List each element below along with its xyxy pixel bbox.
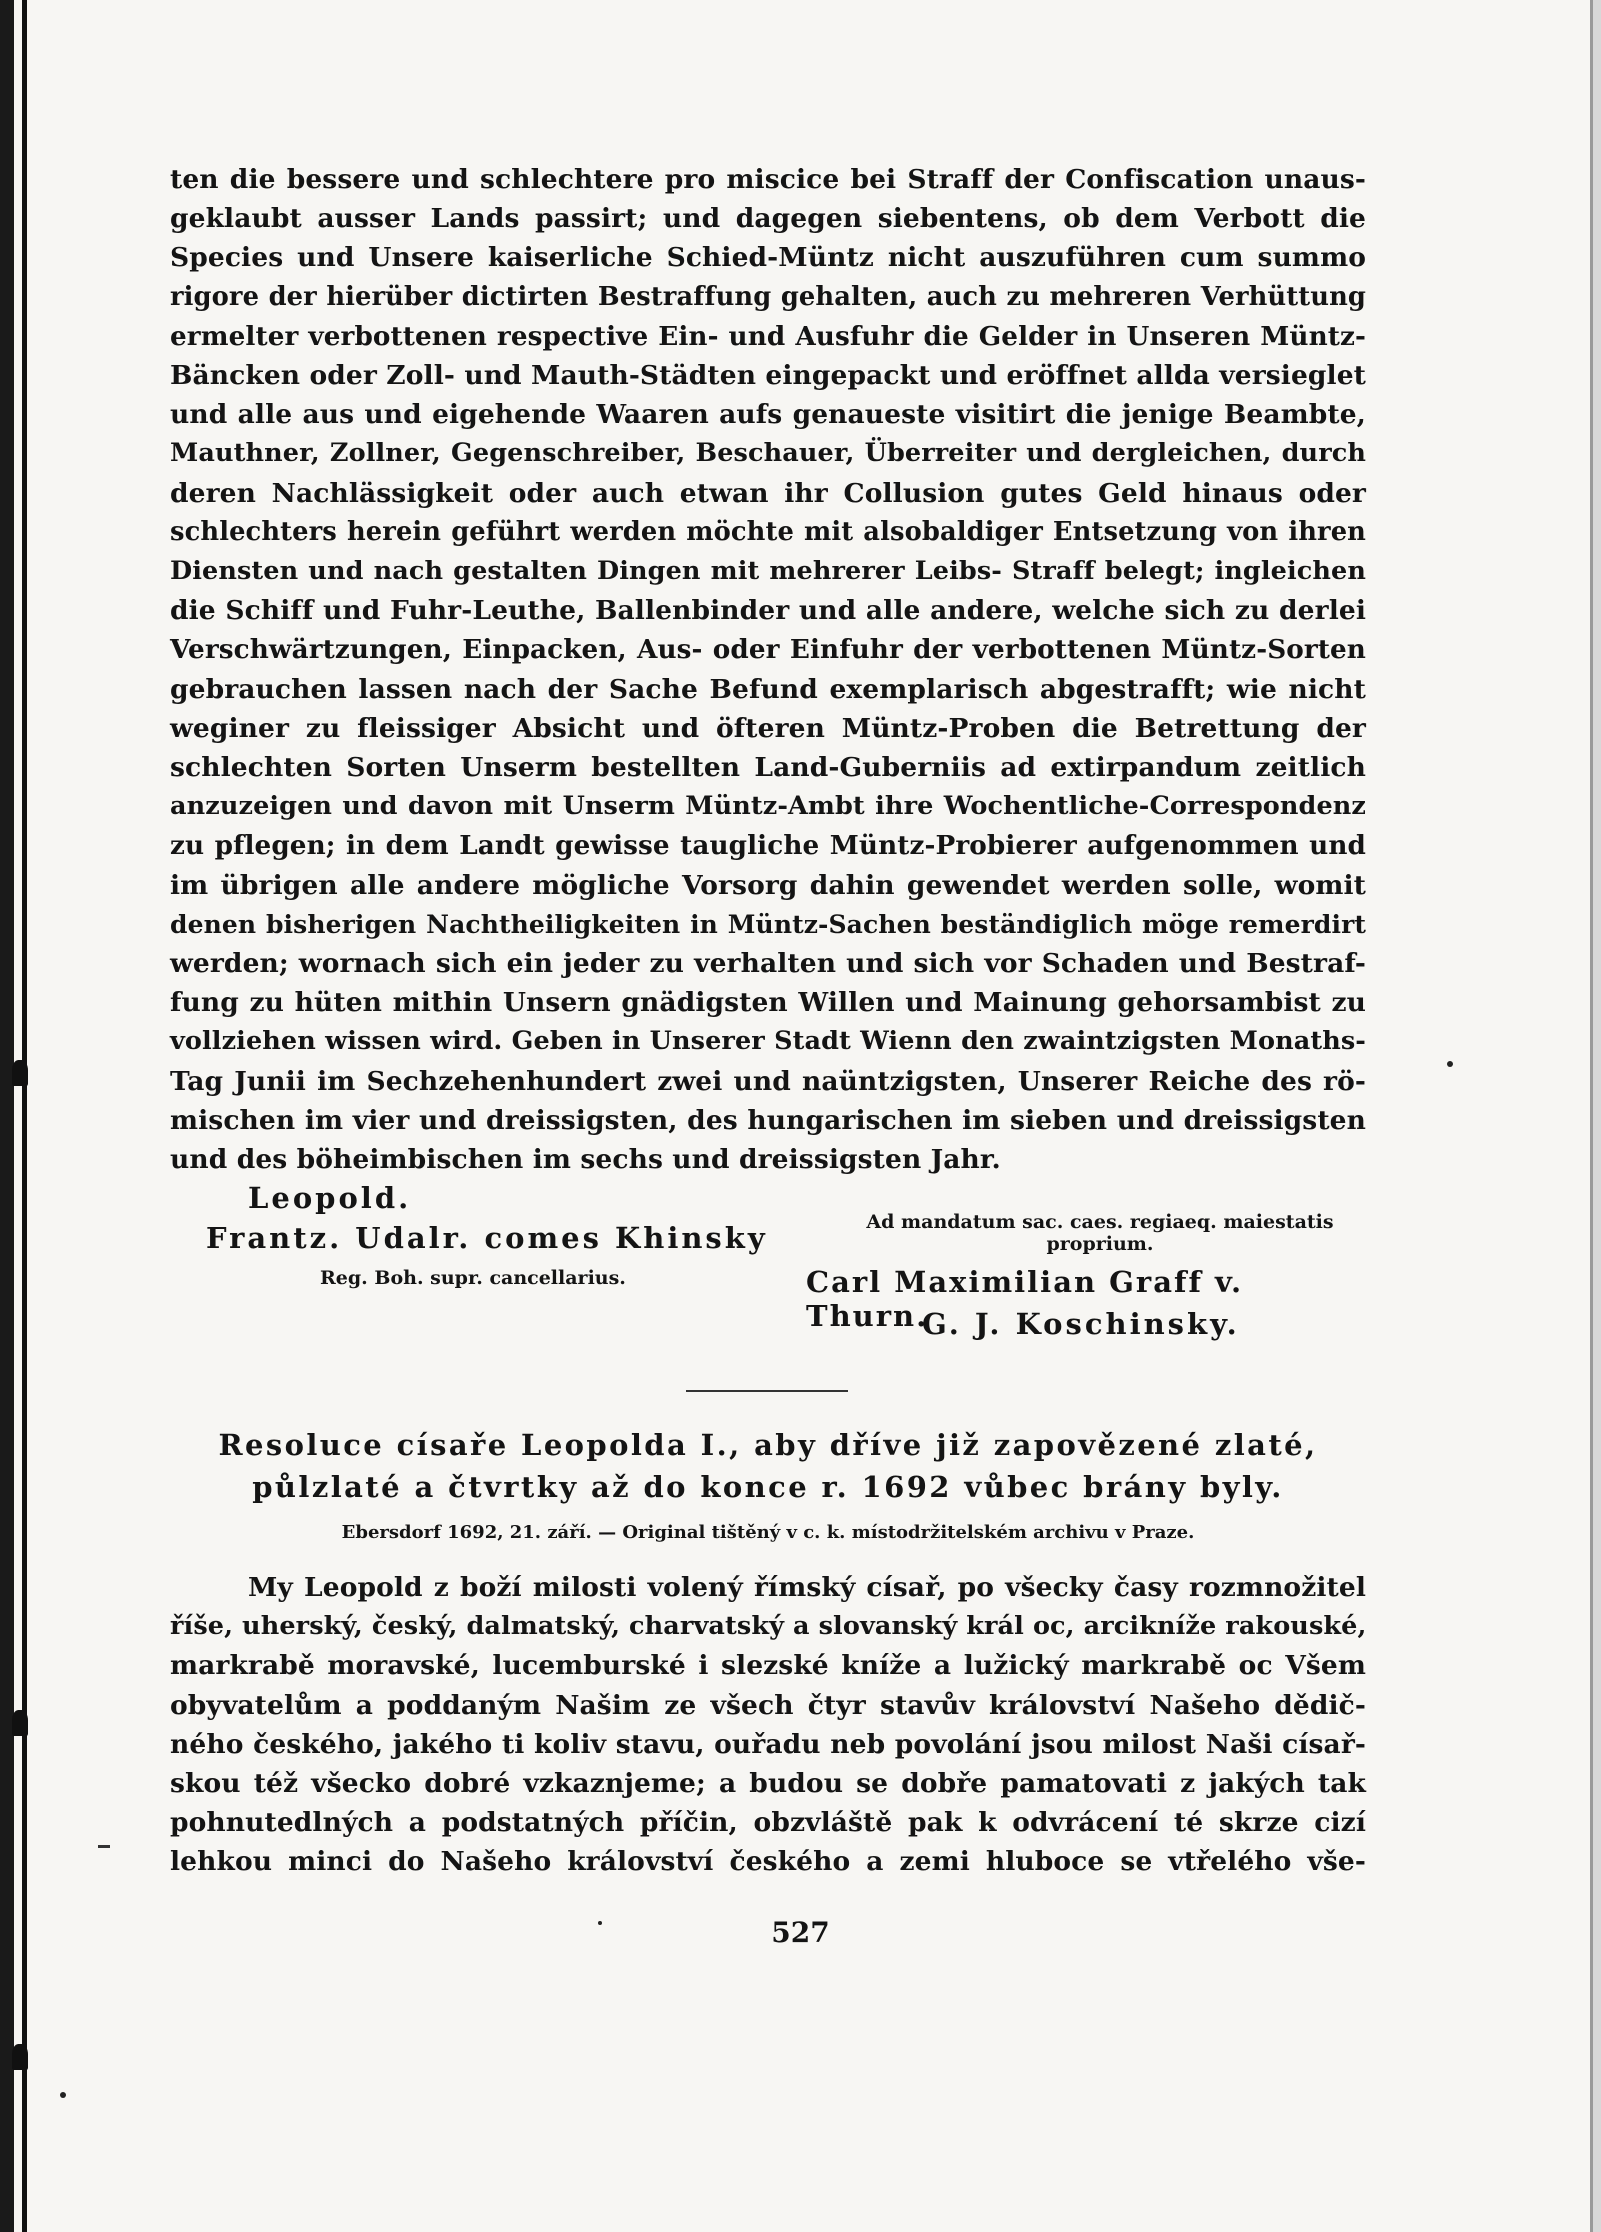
text-line: Verschwärtzungen, Einpacken, Aus- oder Einfuhr der verbottenen Müntz-Sorten [170,634,1366,666]
signature-graff: Carl Maximilian Graff v. Thurn. [806,1265,1244,1334]
text-line: vollziehen wissen wird. Geben in Unserer Stadt Wienn den zwaintzigsten Monaths- [170,1026,1366,1057]
text-line: anzuzeigen und davon mit Unserm Müntz-Ambt ihre Wochentliche-Correspondenz [170,791,1366,822]
text-line: gebrauchen lassen nach der Sache Befund exemplarisch abgestrafft; wie nicht [170,673,1366,705]
text-line: geklaubt ausser Lands passirt; und dagegen siebentens, ob dem Verbott die [170,203,1366,235]
binding-line [22,0,27,2232]
german-decree-text [170,160,1366,1179]
heading-line: půlzlaté a čtvrtky až do konce r. 1692 vůbec brány byly. [252,1470,1284,1504]
signature-khinsky: Frantz. Udalr. comes Khinsky [206,1221,768,1256]
speck [1447,1061,1453,1067]
text-line: pohnutedlných a podstatných příčin, obzvláště pak k odvrácení té skrze cizí [170,1807,1366,1839]
text-line: ného českého, jakého ti koliv stavu, ouřadu neb povolání jsou milost Naši císař- [170,1728,1366,1760]
text-line: zu pflegen; in dem Landt gewisse taugliche Müntz-Probierer aufgenommen und [170,830,1366,862]
text-line: rigore der hierüber dictirten Bestraffung gehalten, auch zu mehreren Verhüttung [170,281,1366,312]
text-line: werden; wornach sich ein jeder zu verhalten und sich vor Schaden und Bestraf- [170,948,1366,980]
mandatum-note: Ad mandatum sac. caes. regiaeq. maiestatis proprium. [866,1211,1334,1256]
text-line: My Leopold z boží milosti volený římský císař, po všecky časy rozmnožitel [248,1572,1366,1603]
spine-mark [12,2044,28,2070]
text-line: Bäncken oder Zoll- und Mauth-Städten eingepackt und eröffnet allda versieglet [170,360,1366,392]
text-line: lehkou minci do Našeho království českého a zemi hluboce se vtřelého vše- [170,1846,1366,1878]
text-line: ermelter verbottenen respective Ein- und Ausfuhr die Gelder in Unseren Müntz- [170,320,1366,352]
section-divider [686,1390,848,1392]
text-line: schlechten Sorten Unserm bestellten Land-Guberniis ad extirpandum zeitlich [170,752,1366,784]
page-number: 527 [771,1916,830,1949]
text-line: mischen im vier und dreissigsten, des hungarischen im sieben und dreissigsten [170,1104,1366,1136]
signature-leopold: Leopold. [248,1181,412,1216]
text-line: obyvatelům a poddaným Našim ze všech čtyr stavův království Našeho dědič- [170,1689,1366,1721]
speck [60,2092,66,2098]
text-line: ten die bessere und schlechtere pro miscice bei Straff der Confiscation unaus- [170,164,1366,195]
text-line: skou též všecko dobré vzkaznjeme; a budou se dobře pamatovati z jakých tak [170,1768,1366,1800]
text-line: Mauthner, Zollner, Gegenschreiber, Beschauer, Überreiter und dergleichen, durch [170,438,1366,469]
text-line: fung zu hüten mithin Unsern gnädigsten Willen und Mainung gehorsambist zu [170,987,1366,1019]
text-line: Diensten und nach gestalten Dingen mit mehrerer Leibs- Straff belegt; ingleichen [170,556,1366,587]
spine-mark [12,1060,28,1086]
text-line: markrabě moravské, lucemburské i slezské kníže a lužický markrabě oc Všem [170,1650,1366,1682]
text-line: říše, uherský, český, dalmatský, charvatský a slovanský král oc, arcikníže rakouské, [170,1611,1367,1642]
signature-koschinsky: G. J. Koschinsky. [922,1307,1240,1342]
signature-block [170,1179,1366,1349]
text-line: deren Nachlässigkeit oder auch etwan ihr Collusion gutes Geld hinaus oder [170,477,1366,509]
resolution-heading [170,1424,1366,1508]
text-line: schlechters herein geführt werden möchte mit alsobaldiger Entsetzung von ihren [170,516,1366,547]
text-line: denen bisherigen Nachtheiligkeiten in Müntz-Sachen beständiglich möge remerdirt [170,909,1366,939]
czech-text [170,1568,1366,1882]
source-note: Ebersdorf 1692, 21. září. — Original tištěný v c. k. místodržitelském archivu v Praze. [341,1522,1195,1543]
text-line: Tag Junii im Sechzehenhundert zwei und naüntzigsten, Unserer Reiche des rö- [170,1065,1366,1097]
spine-mark [12,1710,28,1736]
page-content [170,160,1366,1349]
speck [98,1845,110,1848]
text-line: weginer zu fleissiger Absicht und öfteren Müntz-Proben die Betrettung der [170,712,1366,744]
text-line: Species und Unsere kaiserliche Schied-Müntz nicht auszuführen cum summo [170,242,1366,274]
khinsky-title: Reg. Boh. supr. cancellarius. [320,1267,626,1290]
page-edge-right [1593,0,1601,2232]
text-line: die Schiff und Fuhr-Leuthe, Ballenbinder und alle andere, welche sich zu derlei [170,595,1366,627]
text-line: und des böheimbischen im sechs und dreissigsten Jahr. [170,1144,1001,1176]
text-line: im übrigen alle andere mögliche Vorsorg dahin gewendet werden solle, womit [170,869,1366,901]
binding-edge-left [0,0,14,2232]
heading-line: Resoluce císaře Leopolda I., aby dříve již zapovězené zlaté, [218,1428,1318,1462]
text-line: und alle aus und eigehende Waaren aufs genaueste visitirt die jenige Beambte, [170,399,1366,431]
